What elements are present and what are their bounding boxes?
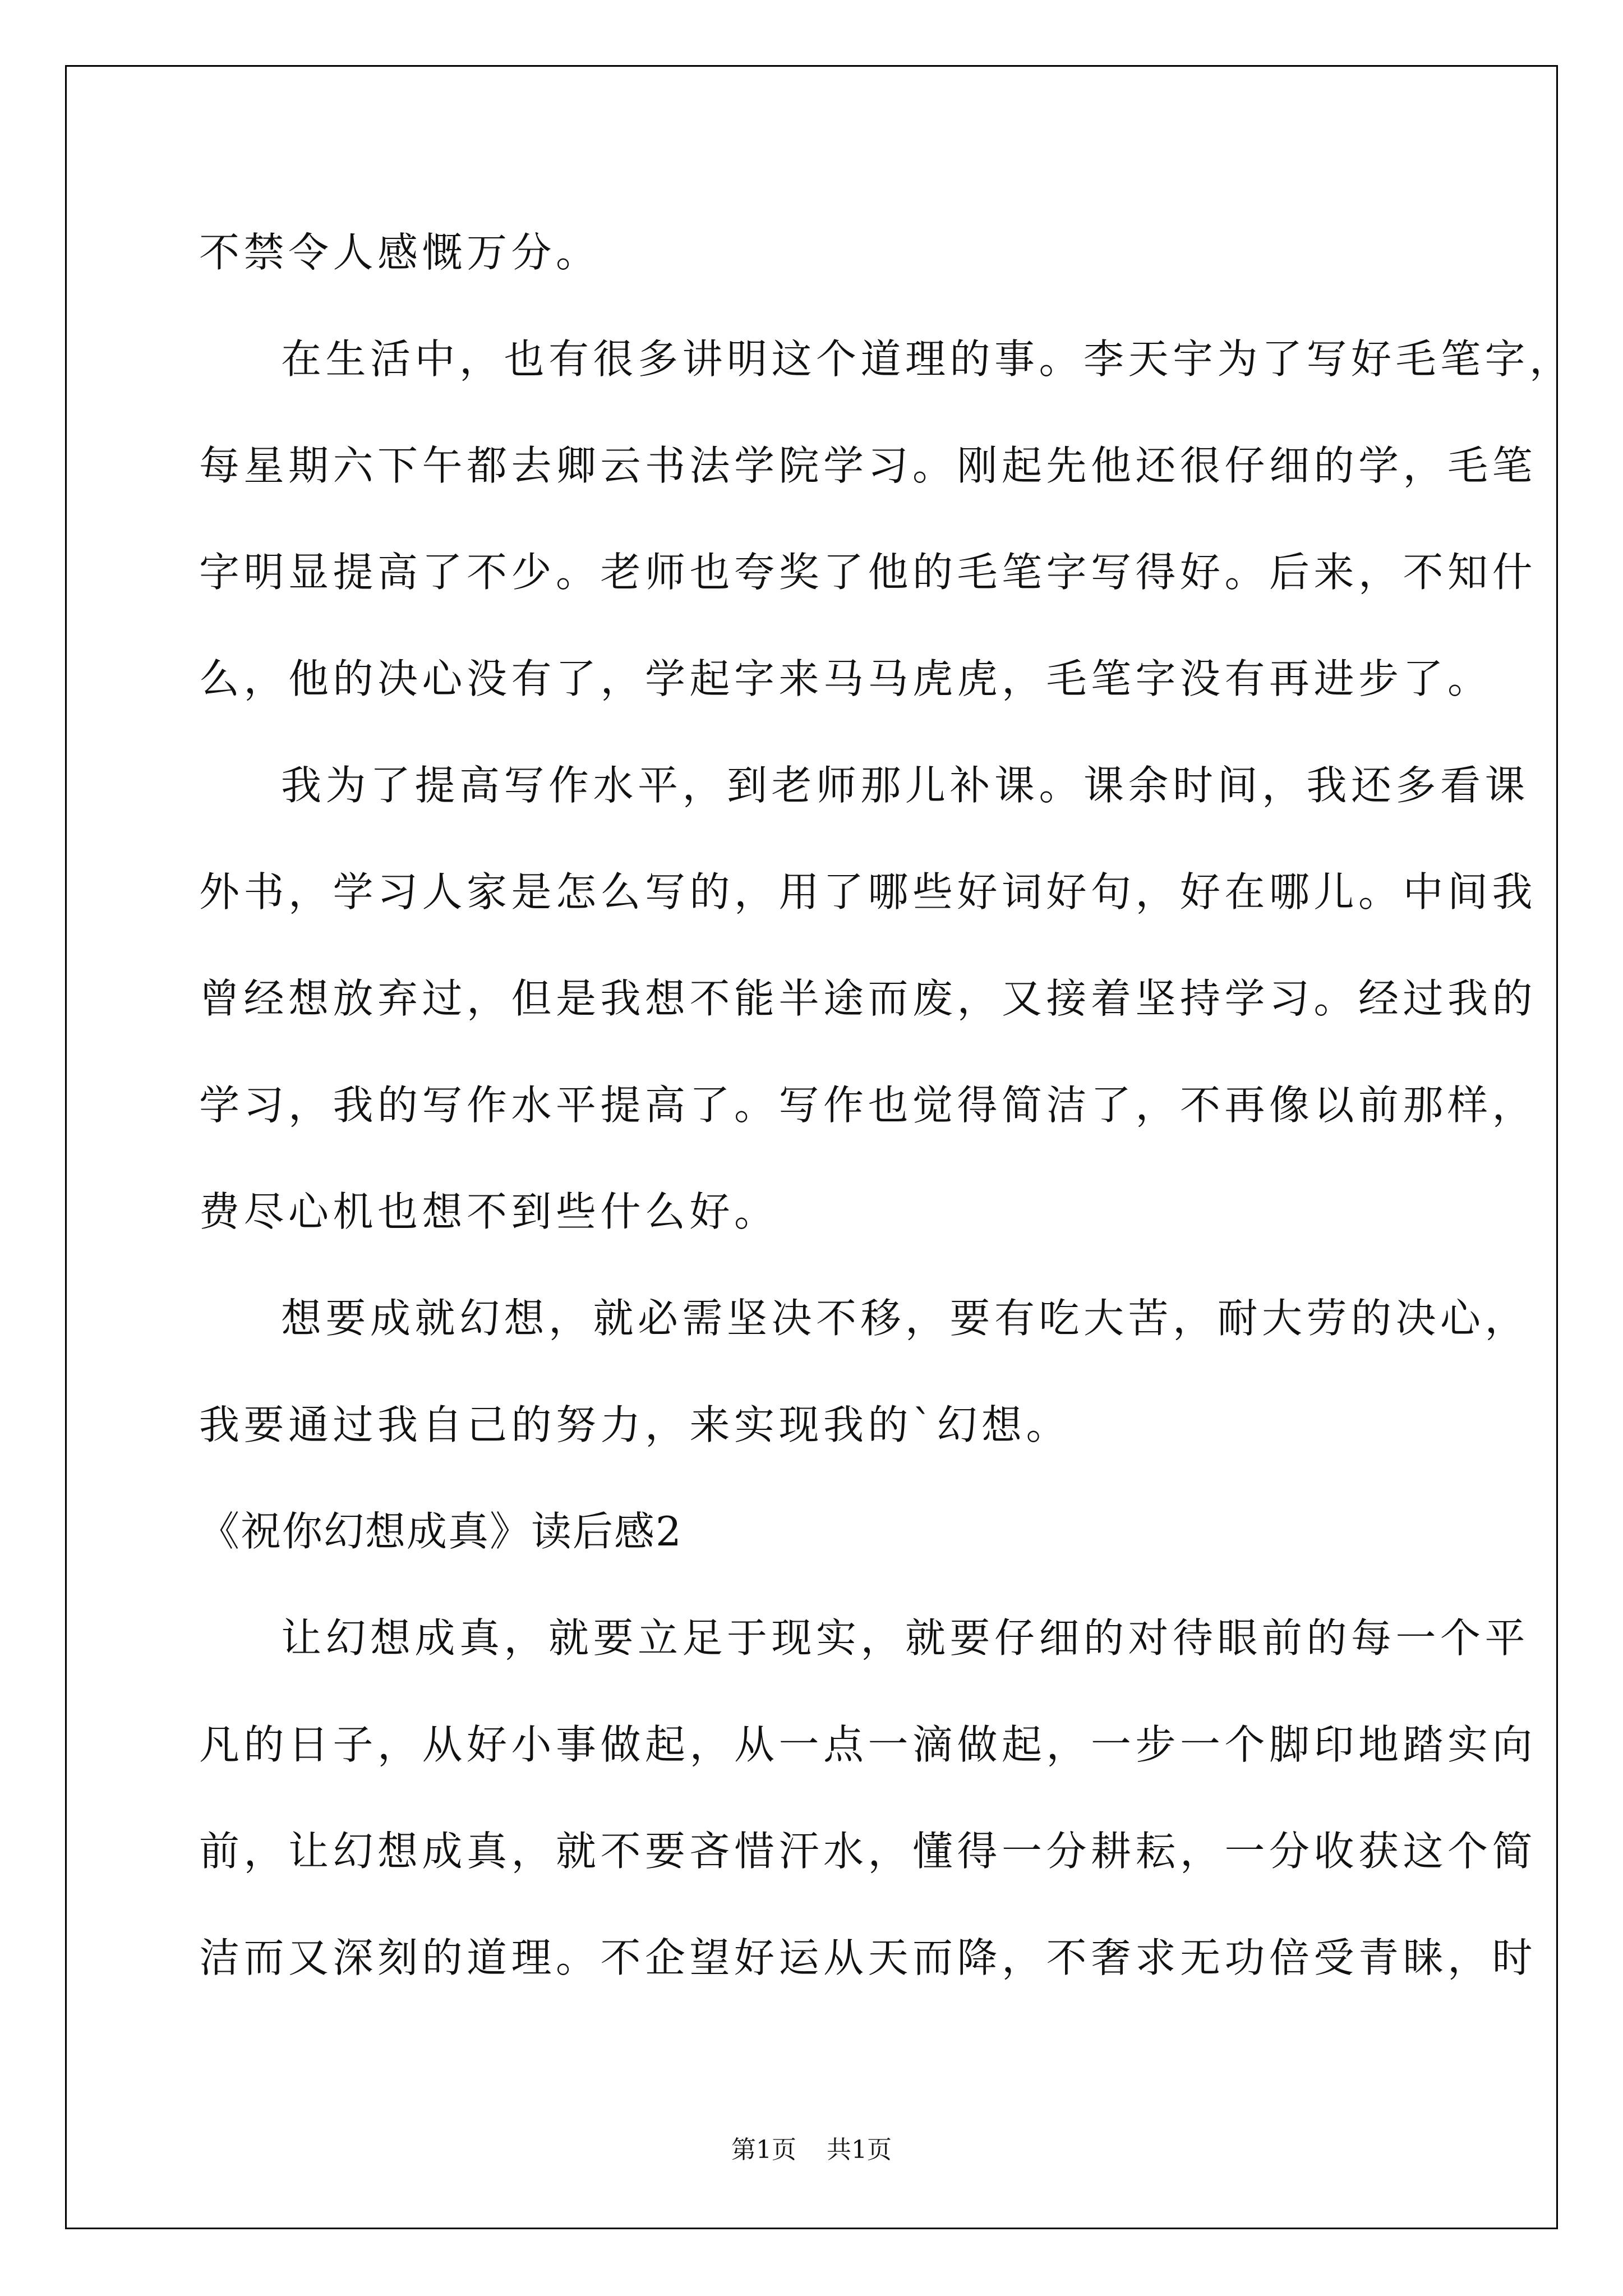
text-line: 字明显提高了不少。老师也夸奖了他的毛笔字写得好。后来，不知什: [199, 549, 1537, 596]
text-line: 么，他的决心没有了，学起字来马马虎虎，毛笔字没有再进步了。: [199, 655, 1492, 702]
text-line: 让幻想成真，就要立足于现实，就要仔细的对待眼前的每一个平: [281, 1614, 1530, 1662]
text-line: 洁而又深刻的道理。不企望好运从天而降，不奢求无功倍受青睐，时: [199, 1934, 1537, 1981]
text-line: 每星期六下午都去卿云书法学院学习。刚起先他还很仔细的学，毛笔: [199, 442, 1537, 489]
text-line: 想要成就幻想，就必需坚决不移，要有吃大苦，耐大劳的决心，: [281, 1295, 1530, 1342]
page-border: [65, 65, 1558, 2229]
text-line: 不禁令人感慨万分。: [199, 229, 601, 276]
text-line: 曾经想放弃过，但是我想不能半途而废，又接着坚持学习。经过我的: [199, 975, 1537, 1022]
text-line: 凡的日子，从好小事做起，从一点一滴做起，一步一个脚印地踏实向: [199, 1721, 1537, 1768]
text-line: 前，让幻想成真，就不要吝惜汗水，懂得一分耕耘，一分收获这个简: [199, 1828, 1537, 1875]
page-footer: [0, 2129, 1623, 2165]
text-line: 我要通过我自己的努力，来实现我的`幻想。: [199, 1401, 1071, 1448]
text-line: 我为了提高写作水平，到老师那儿补课。课余时间，我还多看课: [281, 762, 1530, 809]
section-heading: 《祝你幻想成真》读后感2: [199, 1508, 683, 1555]
text-line: 在生活中，也有很多讲明这个道理的事。李天宇为了写好毛笔字，: [281, 335, 1574, 383]
text-line: 学习，我的写作水平提高了。写作也觉得简洁了，不再像以前那样，: [199, 1082, 1537, 1129]
text-line: 外书，学习人家是怎么写的，用了哪些好词好句，好在哪儿。中间我: [199, 868, 1537, 915]
page-total: 共1页: [827, 2136, 892, 2164]
text-line: 费尽心机也想不到些什么好。: [199, 1188, 779, 1235]
page-number: 第1页: [731, 2136, 796, 2164]
